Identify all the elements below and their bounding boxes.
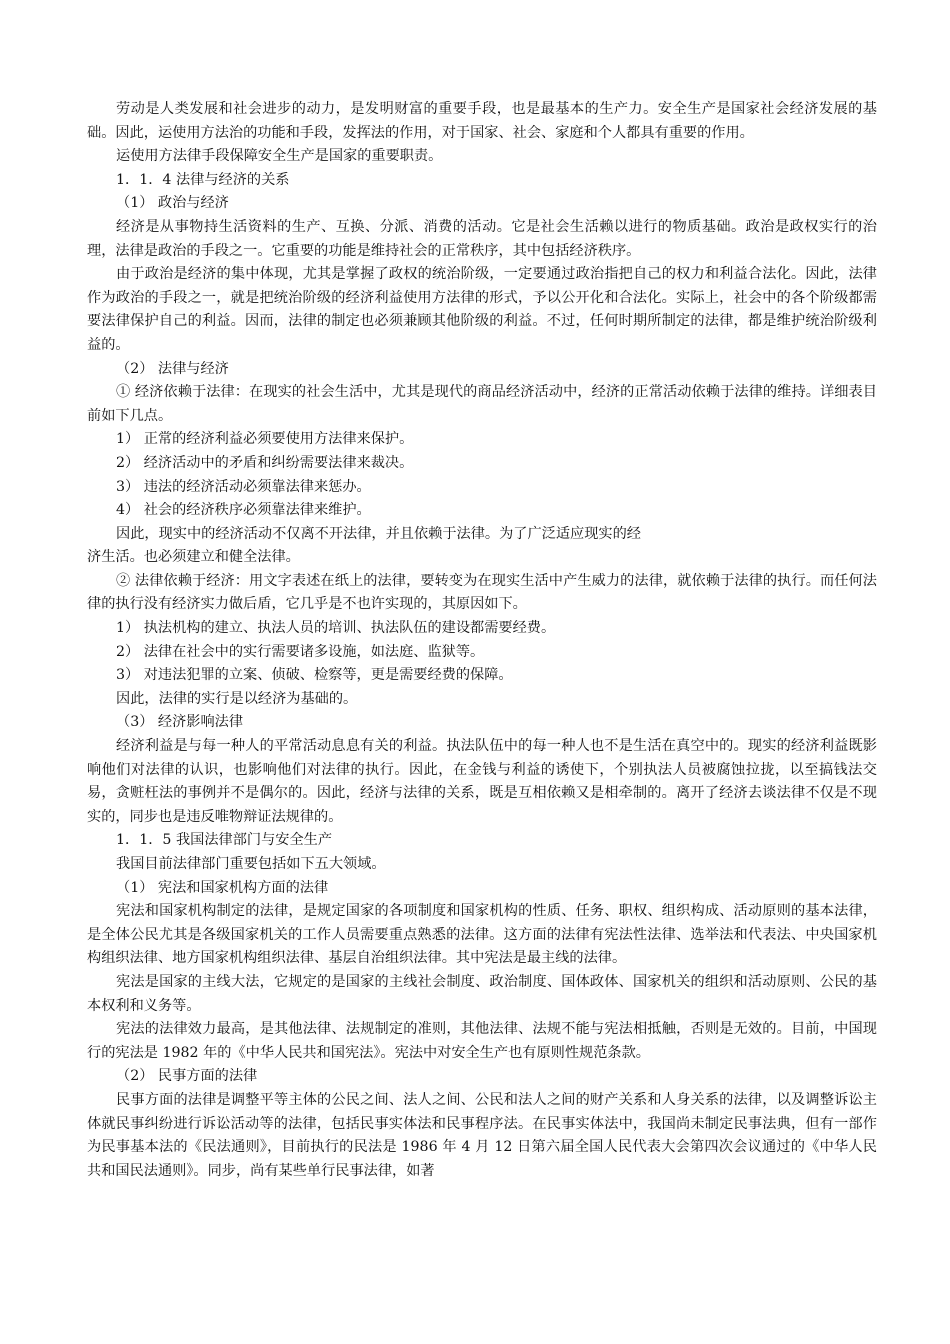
subsection-heading: （2） 法律与经济 bbox=[116, 360, 229, 377]
document-body bbox=[87, 98, 877, 1183]
paragraph: 民事方面的法律是调整平等主体的公民之间、法人之间、公民和法人之间的财产关系和人身关系的法律，以及调整诉讼主体就民事纠纷进行诉讼活动等的法律，包括民事实体法和民事程序法。在民事实体法中，我国尚未制定民事法典，但有一部作为民事基本法的《民法通则》，目前执行的民法是 1986 年 4 月 12 日第六届全国人民代表大会第四次会议通过的《中华人民共和国民法通则》。同步，尚有某些单行民事法律，如著 bbox=[87, 1091, 877, 1179]
list-item: 2） 经济活动中的矛盾和纠纷需要法律来裁决。 bbox=[116, 454, 414, 471]
paragraph: 运使用方法律手段保障安全生产是国家的重要职责。 bbox=[116, 148, 443, 165]
list-item: 3） 违法的经济活动必须靠法律来惩办。 bbox=[116, 478, 371, 495]
list-item: 4） 社会的经济秩序必须靠法律来维护。 bbox=[116, 502, 371, 519]
paragraph: 我国目前法律部门重要包括如下五大领域。 bbox=[116, 856, 386, 872]
paragraph: ① 经济依赖于法律：在现实的社会生活中，尤其是现代的商品经济活动中，经济的正常活动依赖于法律的维持。详细表目前如下几点。 bbox=[87, 384, 877, 424]
paragraph: 济生活。也必须建立和健全法律。 bbox=[87, 549, 300, 566]
list-item: 1） 正常的经济利益必须要使用方法律来保护。 bbox=[116, 431, 414, 448]
paragraph: 宪法的法律效力最高，是其他法律、法规制定的准则，其他法律、法规不能与宪法相抵触，否则是无效的。目前，中国现行的宪法是 1982 年的《中华人民共和国宪法》。宪法中对安全生产也有原则性规范条款。 bbox=[87, 1021, 877, 1061]
section-heading: 1．1．5 我国法律部门与安全生产 bbox=[116, 832, 333, 849]
list-item: 1） 执法机构的建立、执法人员的培训、执法队伍的建设都需要经费。 bbox=[116, 620, 556, 637]
paragraph: 劳动是人类发展和社会进步的动力，是发明财富的重要手段，也是最基本的生产力。安全生产是国家社会经济发展的基础。因此，运使用方法治的功能和手段，发挥法的作用，对于国家、社会、家庭和个人都具有重要的作用。 bbox=[87, 101, 877, 141]
list-item: 3） 对违法犯罪的立案、侦破、检察等，更是需要经费的保障。 bbox=[116, 667, 513, 684]
paragraph: 由于政治是经济的集中体现，尤其是掌握了政权的统治阶级，一定要通过政治指把自己的权力和利益合法化。因此，法律作为政治的手段之一，就是把统治阶级的经济利益使用方法律的形式，予以公开化和合法化。实际上，社会中的各个阶级都需要法律保护自己的利益。因而，法律的制定也必须兼顾其他阶级的利益。不过，任何时期所制定的法律，都是维护统治阶级利益的。 bbox=[87, 266, 877, 353]
section-heading: 1．1．4 法律与经济的关系 bbox=[116, 171, 290, 188]
list-item: 2） 法律在社会中的实行需要诸多设施，如法庭、监狱等。 bbox=[116, 643, 485, 660]
paragraph: 宪法和国家机构制定的法律，是规定国家的各项制度和国家机构的性质、任务、职权、组织构成、活动原则的基本法律，是全体公民尤其是各级国家机关的工作人员需要重点熟悉的法律。这方面的法律有宪法性法律、选举法和代表法、中央国家机构组织法律、地方国家机构组织法律、基层自治组织法律。其中宪法是最主线的法律。 bbox=[87, 903, 877, 967]
paragraph: 经济利益是与每一种人的平常活动息息有关的利益。执法队伍中的每一种人也不是生活在真空中的。现实的经济利益既影响他们对法律的认识，也影响他们对法律的执行。因此，在金钱与利益的诱使下，个别执法人员被腐蚀拉拢，以至搞钱法交易，贪赃枉法的事例并不是偶尔的。因此，经济与法律的关系，既是互相依赖又是相牵制的。离开了经济去谈法律不仅是不现实的，同步也是违反唯物辩证法规律的。 bbox=[87, 738, 877, 825]
paragraph: 因此，现实中的经济活动不仅离不开法律，并且依赖于法律。为了广泛适应现实的经 bbox=[116, 525, 641, 542]
subsection-heading: （1） 政治与经济 bbox=[116, 195, 229, 212]
paragraph: 宪法是国家的主线大法，它规定的是国家的主线社会制度、政治制度、国体政体、国家机关的组织和活动原则、公民的基本权利和义务等。 bbox=[87, 973, 877, 1014]
paragraph: 因此，法律的实行是以经济为基础的。 bbox=[116, 690, 358, 707]
paragraph: 经济是从事物持生活资料的生产、互换、分派、消费的活动。它是社会生活赖以进行的物质基础。政治是政权实行的治理，法律是政治的手段之一。它重要的功能是维持社会的正常秩序，其中包括经济秩序。 bbox=[87, 218, 877, 259]
subsection-heading: （3） 经济影响法律 bbox=[116, 714, 244, 731]
subsection-heading: （2） 民事方面的法律 bbox=[116, 1068, 258, 1085]
subsection-heading: （1） 宪法和国家机构方面的法律 bbox=[116, 879, 329, 896]
paragraph: ② 法律依赖于经济：用文字表述在纸上的法律，要转变为在现实生活中产生威力的法律，就依赖于法律的执行。而任何法律的执行没有经济实力做后盾，它几乎是不也许实现的，其原因如下。 bbox=[87, 572, 877, 613]
